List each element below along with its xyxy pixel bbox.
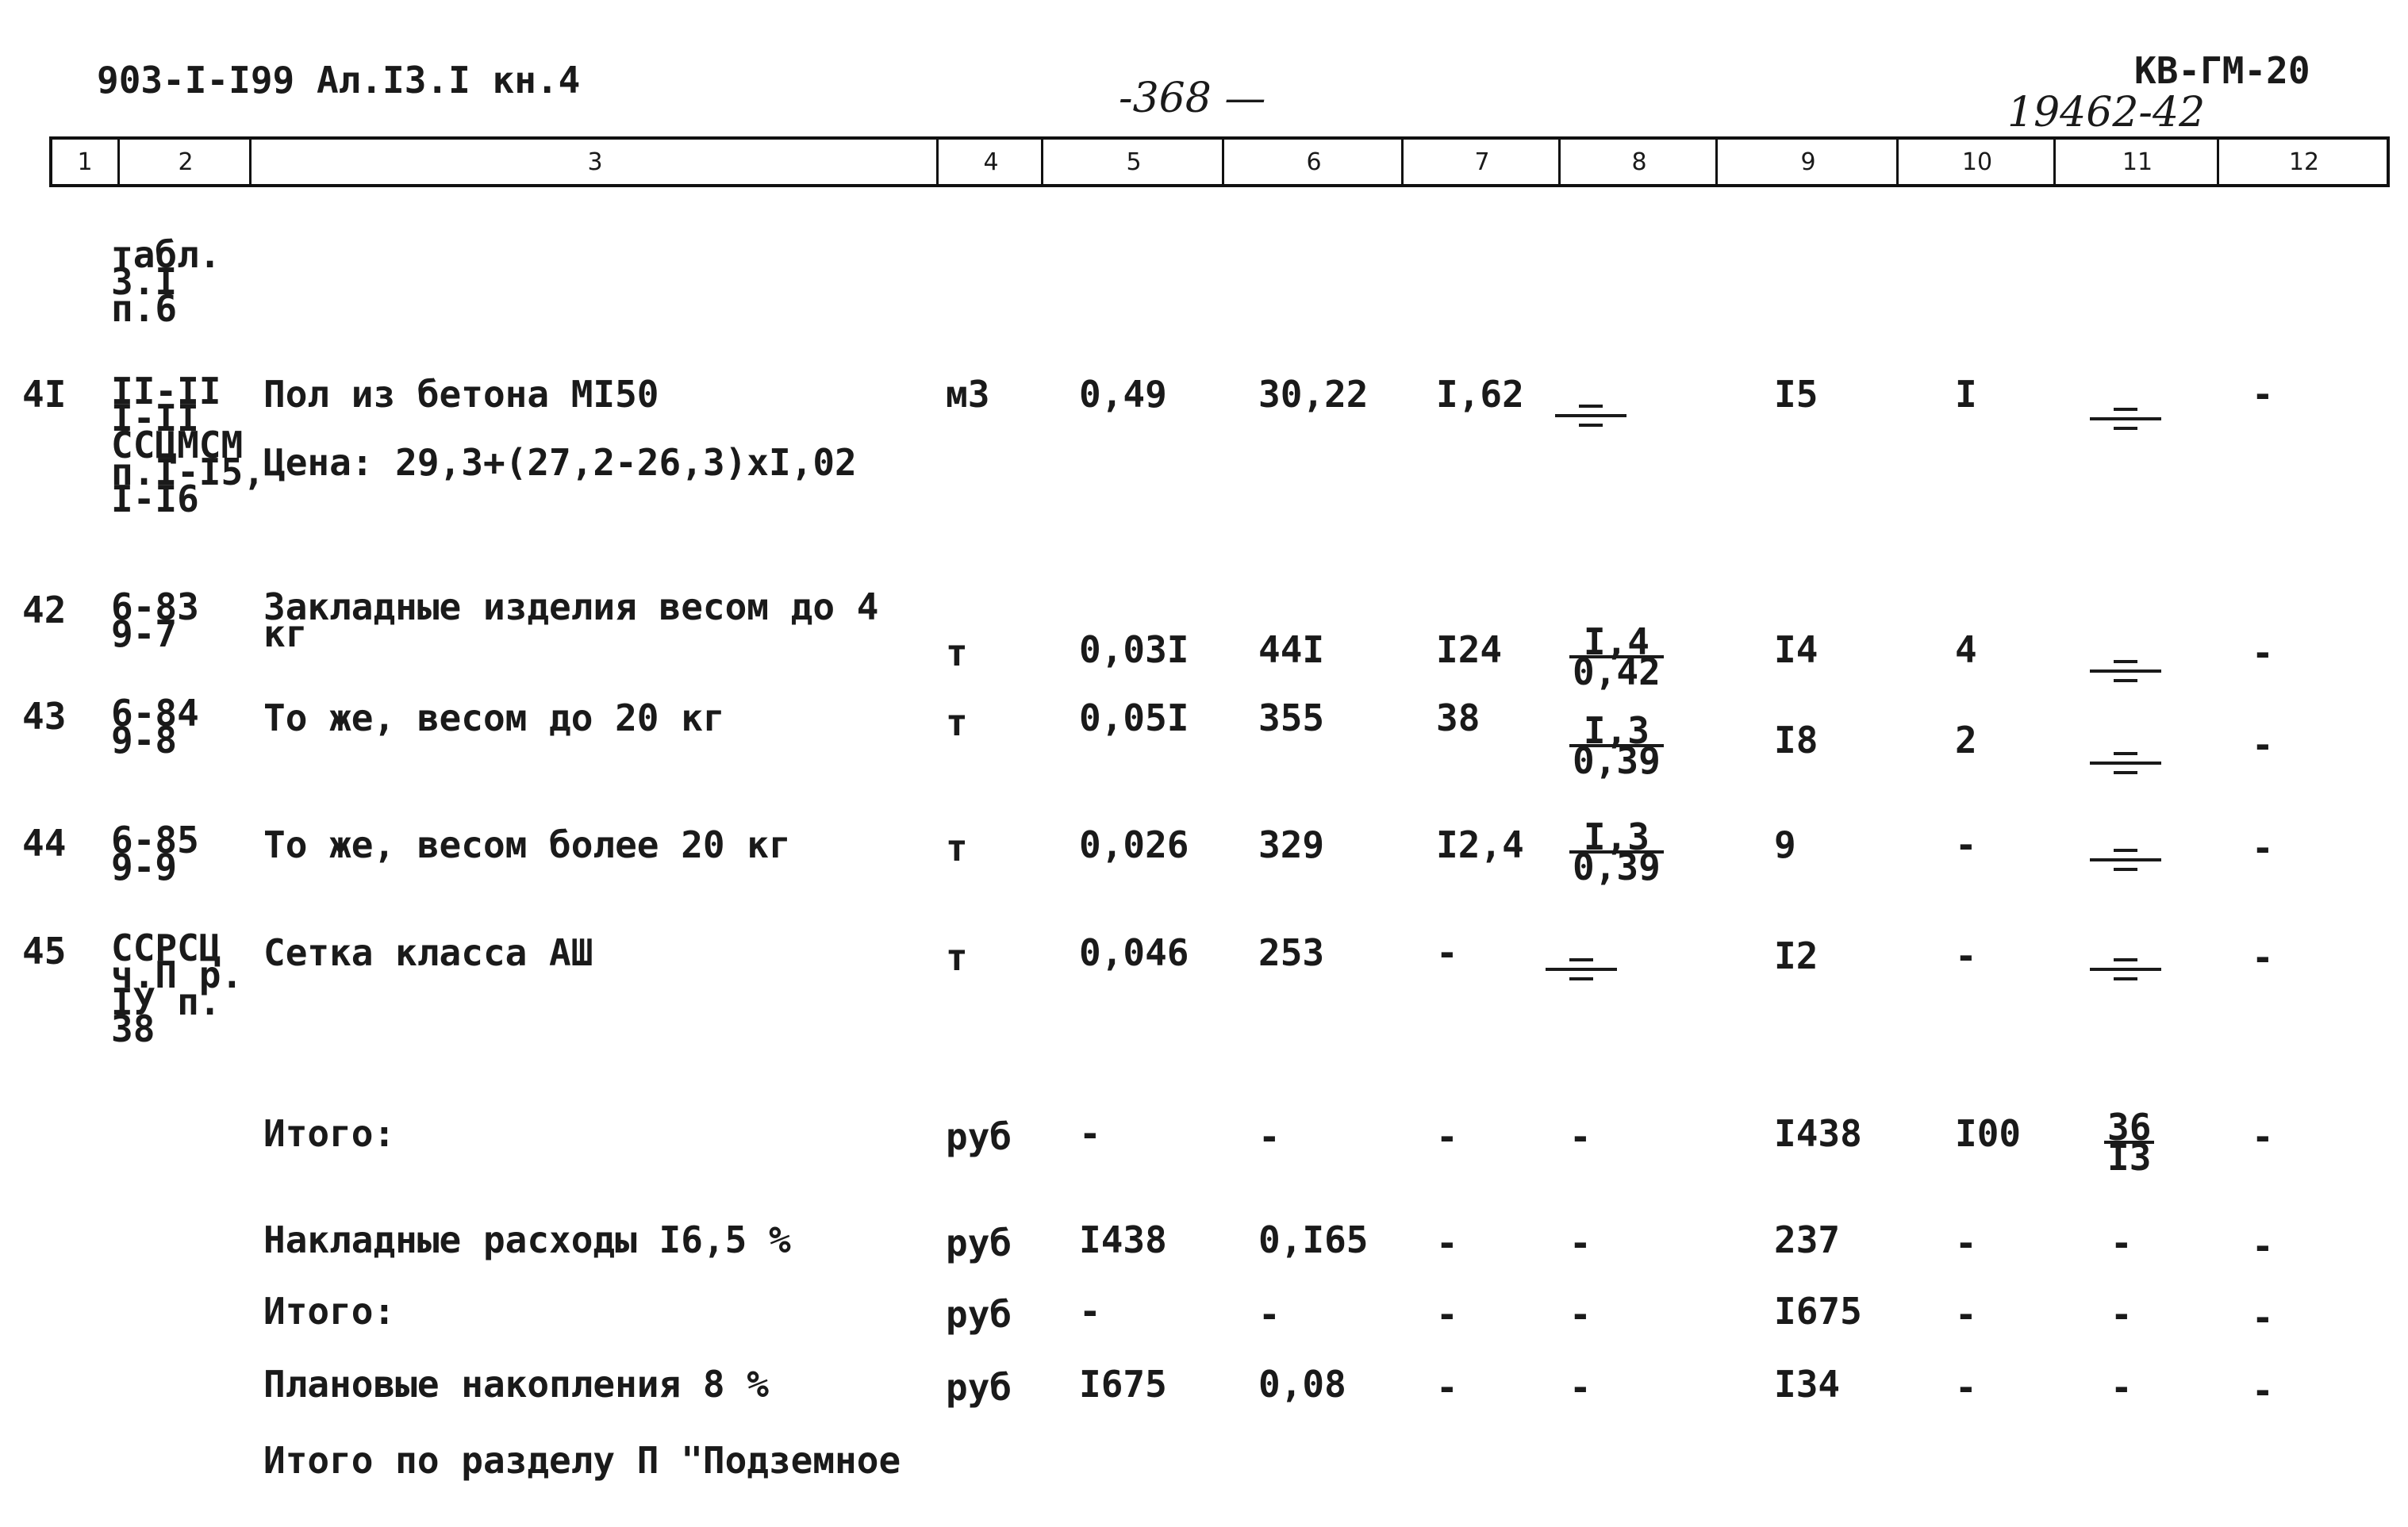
total-label: Итого:	[263, 1112, 396, 1155]
quantity-cell: I438	[1079, 1218, 1167, 1261]
quantity-cell: 0,05I	[1079, 696, 1189, 739]
stacked-dash-mark	[2090, 849, 2161, 873]
column-12-cell: -	[2252, 1369, 2274, 1412]
quantity-cell: -	[1079, 1290, 1101, 1333]
norm-reference: 6-85 9-9	[111, 819, 199, 888]
column-10-cell: 2	[1955, 719, 1977, 762]
column-number: 3	[249, 140, 939, 184]
column-12-cell: -	[2252, 1225, 2274, 1268]
quantity-cell: 0,026	[1079, 823, 1189, 866]
column-12-cell: -	[2252, 827, 2274, 869]
column-11-cell: -	[2110, 1366, 2133, 1409]
column-10-cell: I	[1955, 373, 1977, 416]
column-number-bar	[49, 136, 2390, 187]
column-8-cell: -	[1569, 1115, 1592, 1158]
column-12-cell: -	[2252, 723, 2274, 766]
quantity-cell: I675	[1079, 1363, 1167, 1406]
column-7-cell: I2,4	[1436, 823, 1524, 866]
column-10-cell: -	[1955, 934, 1977, 977]
unit-price-cell: 329	[1258, 823, 1325, 866]
column-7-cell: -	[1436, 931, 1458, 974]
unit-cell: руб	[946, 1366, 1012, 1409]
column-7-cell: I,62	[1436, 373, 1524, 416]
column-10-cell: -	[1955, 823, 1977, 866]
fraction-cell	[1569, 620, 1664, 693]
work-description: То же, весом до 20 кг	[263, 696, 725, 739]
cost-cell: I8	[1774, 719, 1818, 762]
row-number: 44	[22, 822, 67, 865]
fraction-cell	[1569, 815, 1664, 888]
cost-cell: 237	[1774, 1218, 1841, 1261]
fraction-denominator: I3	[2107, 1136, 2152, 1179]
unit-cell: т	[946, 827, 968, 869]
column-number: 11	[2053, 140, 2219, 184]
column-10-cell: 4	[1955, 628, 1977, 671]
cost-cell: I5	[1774, 373, 1818, 416]
row-number: 4I	[22, 373, 67, 416]
work-description: Пол из бетона МI50	[263, 373, 659, 416]
column-11-cell: -	[2110, 1293, 2133, 1336]
fraction-denominator: 0,39	[1573, 739, 1661, 782]
column-12-cell: -	[2252, 1296, 2274, 1339]
column-8-cell: -	[1569, 1293, 1592, 1336]
cost-cell: 9	[1774, 823, 1796, 866]
column-10-cell: I00	[1955, 1112, 2022, 1155]
unit-cell: руб	[946, 1293, 1012, 1336]
stacked-dash-mark	[1546, 958, 1617, 982]
quantity-cell: 0,046	[1079, 931, 1189, 974]
column-number: 12	[2217, 140, 2389, 184]
quantity-cell: 0,49	[1079, 373, 1167, 416]
unit-cell: руб	[946, 1115, 1012, 1158]
column-12-cell: -	[2252, 373, 2274, 416]
column-8-cell: -	[1569, 1222, 1592, 1264]
project-code: КВ-ГМ-20	[2134, 49, 2310, 92]
fraction-numerator: I,3	[1569, 717, 1664, 747]
unit-cell: т	[946, 701, 968, 744]
fraction-numerator: 36	[2104, 1114, 2154, 1144]
planned-savings-label: Плановые накопления 8 %	[263, 1363, 769, 1406]
unit-cell: т	[946, 936, 968, 979]
column-10-cell: -	[1955, 1366, 1977, 1409]
unit-price-cell: 44I	[1258, 628, 1325, 671]
fraction-numerator: I,4	[1569, 628, 1664, 658]
fraction-cell	[1569, 709, 1664, 782]
column-number: 1	[77, 148, 93, 176]
row-number: 42	[22, 589, 67, 631]
column-7-cell: -	[1436, 1115, 1458, 1158]
column-7-cell: -	[1436, 1293, 1458, 1336]
overhead-label: Накладные расходы I6,5 %	[263, 1218, 791, 1261]
stacked-dash-mark	[2090, 408, 2161, 432]
quantity-cell: 0,03I	[1079, 628, 1189, 671]
fraction-numerator: I,3	[1569, 823, 1664, 854]
column-number: 8	[1558, 140, 1718, 184]
handwritten-reference: 19462-42	[2007, 89, 2206, 136]
norm-reference: 6-83 9-7	[111, 585, 199, 655]
column-7-cell: -	[1436, 1366, 1458, 1409]
column-number: 7	[1401, 140, 1561, 184]
unit-price-cell: 30,22	[1258, 373, 1369, 416]
column-8-cell: -	[1569, 1366, 1592, 1409]
column-number: 9	[1715, 140, 1899, 184]
unit-cell: м3	[946, 373, 990, 416]
norm-reference: ССРСЦ ч.П р. IУ п. 38	[111, 927, 244, 1050]
cost-cell: I2	[1774, 934, 1818, 977]
unit-cell: руб	[946, 1222, 1012, 1264]
unit-price-cell: 355	[1258, 696, 1325, 739]
work-description: Закладные изделия весом до 4 кг	[263, 585, 879, 655]
cost-cell: I438	[1774, 1112, 1862, 1155]
work-description: Сетка класса АШ	[263, 931, 593, 974]
unit-price-cell: -	[1258, 1293, 1281, 1336]
unit-price-cell: 0,I65	[1258, 1218, 1369, 1261]
stacked-dash-mark	[1555, 405, 1626, 428]
column-number: 4	[936, 140, 1043, 184]
fraction-denominator: 0,42	[1573, 650, 1661, 693]
table-reference-note: табл. 3.I п.6	[111, 233, 221, 330]
cost-cell: I4	[1774, 628, 1818, 671]
norm-reference: II-II I-II ССЦМСМ п.I-I5, I-I6	[111, 370, 265, 520]
column-12-cell: -	[2252, 936, 2274, 979]
column-number: 5	[1041, 140, 1224, 184]
unit-price-cell: -	[1258, 1115, 1281, 1158]
cost-cell: I675	[1774, 1290, 1862, 1333]
document-code: 903-I-I99 Ал.I3.I кн.4	[97, 59, 581, 102]
fraction-denominator: 0,39	[1573, 846, 1661, 888]
column-number: 2	[117, 140, 252, 184]
unit-price-cell: 0,08	[1258, 1363, 1346, 1406]
column-11-cell: -	[2110, 1222, 2133, 1264]
fraction-cell	[2104, 1106, 2154, 1179]
column-7-cell: 38	[1436, 696, 1481, 739]
row-number: 45	[22, 930, 67, 973]
stacked-dash-mark	[2090, 752, 2161, 776]
column-12-cell: -	[2252, 1115, 2274, 1158]
price-formula: Цена: 29,3+(27,2-26,3)хI,02	[263, 441, 857, 484]
stacked-dash-mark	[2090, 660, 2161, 684]
column-10-cell: -	[1955, 1222, 1977, 1264]
column-12-cell: -	[2252, 631, 2274, 674]
page-number: -368 —	[1119, 75, 1266, 122]
stacked-dash-mark	[2090, 958, 2161, 982]
column-10-cell: -	[1955, 1293, 1977, 1336]
quantity-cell: -	[1079, 1112, 1101, 1155]
column-number: 6	[1222, 140, 1404, 184]
unit-cell: т	[946, 631, 968, 674]
cost-cell: I34	[1774, 1363, 1841, 1406]
row-number: 43	[22, 695, 67, 738]
total-label: Итого:	[263, 1290, 396, 1333]
unit-price-cell: 253	[1258, 931, 1325, 974]
column-number: 10	[1896, 140, 2056, 184]
column-7-cell: -	[1436, 1222, 1458, 1264]
column-7-cell: I24	[1436, 628, 1503, 671]
norm-reference: 6-84 9-8	[111, 692, 199, 762]
work-description: То же, весом более 20 кг	[263, 823, 791, 866]
section-total-label: Итого по разделу П "Подземное	[263, 1439, 901, 1482]
